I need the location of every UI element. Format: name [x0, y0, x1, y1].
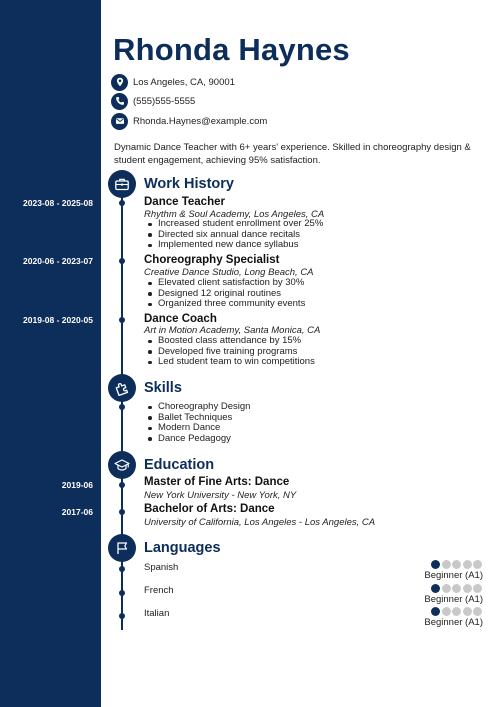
- list-item: Dance Pedagogy: [158, 434, 250, 445]
- rating-dot: [473, 607, 482, 616]
- language-level: Beginner (A1): [424, 594, 483, 605]
- job-company: Art in Motion Academy, Santa Monica, CA: [144, 325, 321, 336]
- timeline-dot: [119, 590, 125, 596]
- timeline-dot: [119, 317, 125, 323]
- languages-heading: Languages: [144, 540, 221, 556]
- list-item: Organized three community events: [158, 298, 306, 309]
- list-item: Choreography Design: [158, 401, 251, 412]
- rating-dot: [442, 584, 451, 593]
- job-company: Creative Dance Studio, Long Beach, CA: [144, 267, 314, 278]
- school-name: University of California, Los Angeles - Los Angeles, CA: [144, 517, 376, 528]
- contact-email: [111, 112, 267, 130]
- rating-dot: [442, 560, 451, 569]
- language-rating: [431, 584, 484, 593]
- rating-dot: [452, 584, 461, 593]
- language-name: French: [144, 585, 174, 596]
- skills-list: [158, 402, 250, 444]
- list-item: Boosted class attendance by 15%: [158, 336, 315, 347]
- job-dates: 2019-08 - 2020-05: [23, 315, 93, 325]
- language-name: Spanish: [144, 562, 179, 573]
- sidebar: [0, 0, 101, 707]
- list-item: Developed five training programs: [158, 347, 315, 358]
- timeline-dot: [119, 566, 125, 572]
- timeline-dot: [119, 482, 125, 488]
- job-dates: 2023-08 - 2025-08: [23, 198, 93, 208]
- contact-phone: [111, 92, 195, 110]
- job-company: Rhythm & Soul Academy, Los Angeles, CA: [144, 209, 325, 220]
- list-item: Elevated client satisfaction by 30%: [158, 277, 305, 288]
- phone-text: (555)555-5555: [133, 95, 196, 107]
- list-item: Ballet Techniques: [158, 413, 250, 424]
- professional-summary: Dynamic Dance Teacher with 6+ years' experience. Skilled in choreography design & student engagement, achieving 95% satisfaction.: [114, 142, 471, 166]
- rating-dot: [431, 560, 440, 569]
- list-item: Designed 12 original routines: [158, 289, 305, 300]
- briefcase-icon: [108, 170, 136, 198]
- job-dates: 2020-06 - 2023-07: [23, 256, 93, 266]
- rating-dot: [431, 584, 440, 593]
- rating-dot: [442, 607, 451, 616]
- list-item: Increased student enrollment over 25%: [158, 218, 324, 229]
- skills-heading: Skills: [144, 380, 182, 396]
- phone-icon: [111, 93, 128, 110]
- education-heading: Education: [144, 457, 215, 473]
- job-bullets: [158, 219, 323, 251]
- candidate-name: Rhonda Haynes: [113, 32, 350, 67]
- work-history-heading: Work History: [144, 176, 234, 192]
- education-date: 2017-06: [61, 507, 93, 517]
- puzzle-icon: [108, 374, 136, 402]
- graduation-cap-icon: [108, 451, 136, 479]
- degree-title: Bachelor of Arts: Dance: [144, 503, 275, 515]
- flag-icon: [108, 534, 136, 562]
- timeline-dot: [119, 404, 125, 410]
- rating-dot: [473, 584, 482, 593]
- rating-dot: [452, 607, 461, 616]
- language-name: Italian: [144, 608, 170, 619]
- language-rating: [431, 560, 484, 569]
- list-item: Directed six annual dance recitals: [158, 230, 323, 241]
- job-title: Dance Coach: [144, 313, 217, 325]
- rating-dot: [452, 560, 461, 569]
- degree-title: Master of Fine Arts: Dance: [144, 476, 290, 488]
- contact-location: [111, 73, 235, 91]
- language-level: Beginner (A1): [424, 617, 483, 628]
- location-pin-icon: [111, 74, 128, 91]
- school-name: New York University - New York, NY: [144, 490, 297, 501]
- job-title: Choreography Specialist: [144, 254, 280, 266]
- job-title: Dance Teacher: [144, 196, 225, 208]
- timeline-dot: [119, 613, 125, 619]
- list-item: Implemented new dance syllabus: [158, 240, 323, 251]
- list-item: Modern Dance: [158, 423, 250, 434]
- timeline-dot: [119, 258, 125, 264]
- rating-dot: [463, 607, 472, 616]
- location-text: Los Angeles, CA, 90001: [133, 76, 235, 88]
- rating-dot: [431, 607, 440, 616]
- rating-dot: [473, 560, 482, 569]
- timeline-dot: [119, 200, 125, 206]
- language-rating: [431, 607, 484, 616]
- envelope-icon: [111, 113, 128, 130]
- email-text: Rhonda.Haynes@example.com: [133, 115, 268, 127]
- job-bullets: [158, 278, 305, 310]
- rating-dot: [463, 584, 472, 593]
- list-item: Led student team to win competitions: [158, 356, 315, 367]
- timeline-dot: [119, 509, 125, 515]
- language-level: Beginner (A1): [424, 570, 483, 581]
- education-date: 2019-06: [61, 480, 93, 490]
- job-bullets: [158, 336, 315, 368]
- rating-dot: [463, 560, 472, 569]
